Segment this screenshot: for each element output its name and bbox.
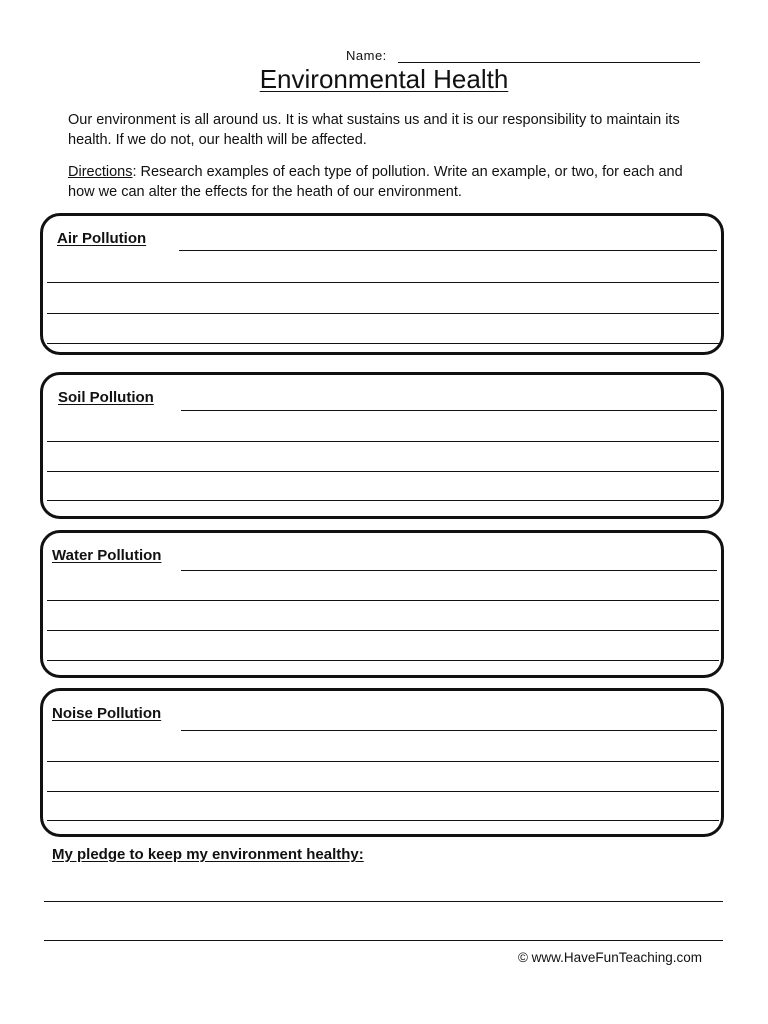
- write-line[interactable]: [47, 600, 719, 601]
- air-pollution-label: Air Pollution: [57, 230, 147, 247]
- write-line[interactable]: [179, 250, 717, 251]
- write-line[interactable]: [181, 730, 717, 731]
- write-line[interactable]: [47, 343, 719, 344]
- water-pollution-box: [40, 530, 724, 678]
- write-line[interactable]: [181, 410, 717, 411]
- write-line[interactable]: [47, 441, 719, 442]
- write-line[interactable]: [47, 313, 719, 314]
- write-line[interactable]: [47, 761, 719, 762]
- name-write-line[interactable]: [398, 62, 700, 63]
- directions-text: : Research examples of each type of pollution. Write an example, or two, for each and how we can alter the effects for the heath of our environment.: [68, 164, 683, 200]
- air-pollution-box: [40, 213, 724, 355]
- water-pollution-label: Water Pollution: [52, 547, 162, 564]
- intro-paragraph: Our environment is all around us. It is what sustains us and it is our responsibility to maintain its health. If we do not, our health will be affected.: [68, 112, 680, 148]
- write-line[interactable]: [47, 660, 719, 661]
- name-label: Name:: [346, 48, 387, 63]
- copyright-text: © www.HaveFunTeaching.com: [517, 950, 702, 965]
- pledge-write-line[interactable]: [44, 940, 723, 941]
- write-line[interactable]: [181, 570, 717, 571]
- soil-pollution-box: [40, 372, 724, 519]
- noise-pollution-label: Noise Pollution: [52, 705, 162, 722]
- write-line[interactable]: [47, 500, 719, 501]
- write-line[interactable]: [47, 630, 719, 631]
- directions-paragraph: [68, 162, 708, 202]
- directions-label: Directions: [68, 164, 133, 180]
- name-field[interactable]: [346, 46, 702, 66]
- soil-pollution-label: Soil Pollution: [58, 389, 154, 406]
- pledge-write-line[interactable]: [44, 901, 723, 902]
- noise-pollution-box: [40, 688, 724, 837]
- write-line[interactable]: [47, 471, 719, 472]
- write-line[interactable]: [47, 791, 719, 792]
- write-line[interactable]: [47, 820, 719, 821]
- pledge-label: My pledge to keep my environment healthy:: [52, 846, 364, 863]
- page-title: Environmental Health: [259, 64, 509, 94]
- write-line[interactable]: [47, 282, 719, 283]
